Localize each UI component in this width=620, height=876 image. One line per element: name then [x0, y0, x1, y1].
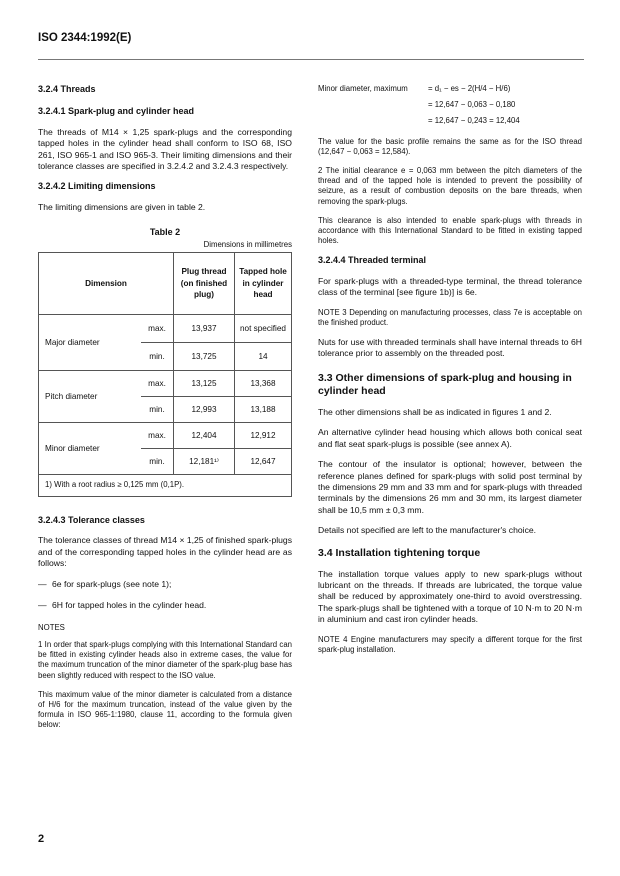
cell: 14 — [235, 343, 292, 371]
note-1: 1 In order that spark-plugs complying with this International Standard can be fitted in existing cylinder heads also in extreme cases, the value for the maximum truncation of the minor diameter of the spark-plug base has been slightly reduced with respect to the ISO value. — [38, 639, 292, 680]
paragraph-basic-profile: The value for the basic profile remains the same as for the ISO thread (12,647 − 0,063 = 12,584). — [318, 136, 582, 156]
paragraph-torque: The installation torque values apply to new spark-plugs without lubricant on the threads. If threads are lubricated, the torque value shall be reduced by approximately one-third to avoid overstressing. The spark-plugs shall be tightened with a torque of 10 N·m to 20 N·m in aluminium and cast iron cylinder heads. — [318, 568, 582, 625]
cell: 13,937 — [174, 315, 235, 343]
paragraph-alternative-housing: An alternative cylinder head housing which allows both conical seat and flat seat spark-plugs is possible (see annex A). — [318, 427, 582, 449]
row-label-major: Major diameter — [39, 315, 142, 371]
max-label: max. — [141, 371, 174, 397]
note-4: NOTE 4 Engine manufacturers may specify a different torque for the first spark-plug installation. — [318, 634, 582, 654]
cell: not specified — [235, 315, 292, 343]
paragraph-insulator: The contour of the insulator is optional; however, between the reference planes defined for spark-plugs with solid post terminal by the dimensions 29 mm and 33 mm and for spark-plugs with threaded terminals by the dimensions 26 mm and 30 mm, its largest diameter shall be 10,5 mm ± 0,3 mm. — [318, 459, 582, 515]
dimensions-table — [38, 252, 292, 497]
heading-3-3: 3.3 Other dimensions of spark-plug and housing in cylinder head — [318, 371, 572, 397]
table-unit: Dimensions in millimetres — [203, 239, 292, 249]
note-2: 2 The initial clearance e = 0,063 mm between the pitch diameters of the thread and of the tapped hole is intended to prevent the possibility of seizure, as a result of combustion deposits on the bare threads, when removing the spark-plugs. — [318, 166, 582, 206]
list-item: — 6e for spark-plugs (see note 1); — [38, 578, 172, 589]
cell: 13,188 — [235, 397, 292, 423]
document-header: ISO 2344:1992(E) — [38, 32, 132, 44]
right-column — [318, 84, 582, 664]
paragraph-threads: The threads of M14 × 1,25 spark-plugs and the corresponding tapped holes in the cylinder head shall conform to ISO 68, ISO 261, ISO 965-1 and ISO 965-3. Their limiting dimensions and their tolerance classes are specified in 3.2.4.2 and 3.2.4.3 respectively. — [38, 126, 292, 172]
note-3: NOTE 3 Depending on manufacturing processes, class 7e is acceptable on the finished product. — [318, 307, 582, 327]
heading-3-2-4-2: 3.2.4.2 Limiting dimensions — [38, 181, 156, 192]
header-rule — [38, 59, 584, 60]
paragraph-tolerance: The tolerance classes of thread M14 × 1,25 of finished spark-plugs and of the corresponding tapped holes in the cylinder head are as follows: — [38, 535, 292, 569]
col-header-dimension: Dimension — [39, 253, 174, 315]
cell: 12,993 — [174, 397, 235, 423]
left-column — [38, 84, 292, 740]
max-label: max. — [141, 423, 174, 449]
paragraph-nuts: Nuts for use with threaded terminals shall have internal threads to 6H tolerance prior to assembly on the threaded post. — [318, 337, 582, 359]
formula-line-3: = 12,647 − 0,243 = 12,404 — [428, 116, 520, 126]
list-item: — 6H for tapped holes in the cylinder head. — [38, 600, 207, 611]
table-title: Table 2 — [149, 227, 181, 238]
min-label: min. — [141, 397, 174, 423]
note-2-continued: This clearance is also intended to enable spark-plugs with threads in accordance with this International Standard to be fitted in existing tapped holes. — [318, 215, 582, 246]
table-footnote: 1) With a root radius ≥ 0,125 mm (0,1P). — [39, 475, 292, 497]
heading-3-2-4-4: 3.2.4.4 Threaded terminal — [318, 255, 427, 266]
cell: 12,404 — [174, 423, 235, 449]
col-header-plug: Plug thread (on finished plug) — [174, 253, 235, 315]
cell: 12,181¹⁾ — [174, 449, 235, 475]
cell: 13,368 — [235, 371, 292, 397]
note-1-continued: This maximum value of the minor diameter is calculated from a distance of H/6 for the maximum truncation, instead of the value given by the formula in ISO 965-1:1980, clause 11, according to the formula given below: — [38, 689, 292, 730]
paragraph-limiting: The limiting dimensions are given in table 2. — [38, 201, 206, 212]
paragraph-other-dimensions: The other dimensions shall be as indicated in figures 1 and 2. — [318, 406, 552, 417]
min-label: min. — [141, 343, 174, 371]
heading-3-2-4-3: 3.2.4.3 Tolerance classes — [38, 515, 145, 526]
row-label-pitch: Pitch diameter — [39, 371, 142, 423]
cell: 13,725 — [174, 343, 235, 371]
heading-3-2-4-1: 3.2.4.1 Spark-plug and cylinder head — [38, 106, 195, 117]
paragraph-details: Details not specified are left to the manufacturer's choice. — [318, 525, 537, 536]
formula-line-2: = 12,647 − 0,063 − 0,180 — [428, 100, 516, 110]
max-label: max. — [141, 315, 174, 343]
cell: 12,912 — [235, 423, 292, 449]
col-header-hole: Tapped hole in cylinder head — [235, 253, 292, 315]
cell: 12,647 — [235, 449, 292, 475]
page-number: 2 — [38, 833, 45, 845]
cell: 13,125 — [174, 371, 235, 397]
min-label: min. — [141, 449, 174, 475]
row-label-minor: Minor diameter — [39, 423, 142, 475]
notes-heading: NOTES — [38, 622, 65, 632]
paragraph-terminal: For spark-plugs with a threaded-type terminal, the thread tolerance class of the terminal [see figure 1b)] is 6e. — [318, 275, 582, 298]
heading-3-4: 3.4 Installation tightening torque — [318, 546, 481, 559]
formula-line-1: Minor diameter, maximum = d₁ − es − 2(H/4 − H/6) — [318, 84, 511, 93]
heading-3-2-4: 3.2.4 Threads — [38, 84, 96, 94]
